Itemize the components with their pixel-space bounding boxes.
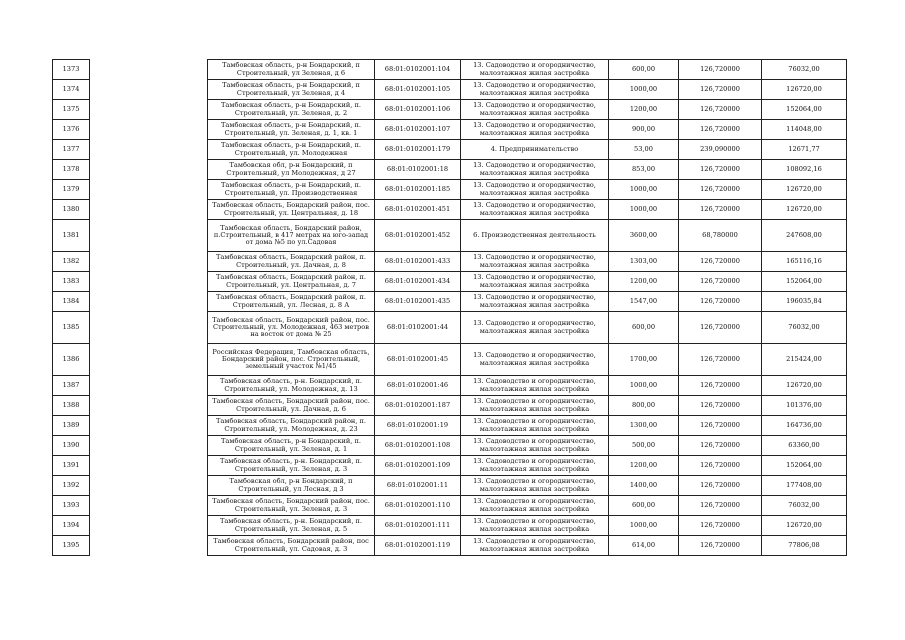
- table-row: [53, 312, 847, 344]
- land-use-cell: 13. Садоводство и огородничество, малоэтажная жилая застройка: [461, 180, 609, 200]
- address-cell: Тамбовская область, Бондарский район, п. Строительный, ул. Молодежная, д. 23: [208, 416, 375, 436]
- cadastral-number-cell: 68:01:0102001:185: [375, 180, 461, 200]
- gap-cell: [90, 180, 208, 200]
- cadastral-number-cell: 68:01:0102001:110: [375, 496, 461, 516]
- address-cell: Тамбовская область, Бондарский район, п.Строительный, в 417 метрах на юго-запад от дома №5 по ул.Садовая: [208, 220, 375, 252]
- address-cell: Тамбовская область, р-н Бондарский, п Строительный, ул Зеленая, д 6: [208, 60, 375, 80]
- row-number: 1374: [53, 80, 90, 100]
- cadastral-value-cell: 152064,00: [762, 456, 847, 476]
- area-cell: 1547,00: [609, 292, 679, 312]
- specific-value-cell: 126,720000: [679, 396, 762, 416]
- table-row: [53, 376, 847, 396]
- land-use-cell: 13. Садоводство и огородничество, малоэтажная жилая застройка: [461, 120, 609, 140]
- cadastral-number-cell: 68:01:0102001:11: [375, 476, 461, 496]
- area-cell: 600,00: [609, 312, 679, 344]
- area-cell: 614,00: [609, 536, 679, 556]
- address-cell: Тамбовская обл, р-н Бондарский, п Строительный, ул Лесная, д 3: [208, 476, 375, 496]
- cadastral-value-cell: 76032,00: [762, 496, 847, 516]
- cadastral-value-cell: 63360,00: [762, 436, 847, 456]
- specific-value-cell: 239,090000: [679, 140, 762, 160]
- row-number: 1375: [53, 100, 90, 120]
- specific-value-cell: 126,720000: [679, 252, 762, 272]
- area-cell: 853,00: [609, 160, 679, 180]
- address-cell: Тамбовская область, р-н Бондарский, п. Строительный, ул. Зеленая, д. 1: [208, 436, 375, 456]
- cadastral-number-cell: 68:01:0102001:435: [375, 292, 461, 312]
- address-cell: Тамбовская область, р-н. Бондарский, п. Строительный, ул. Зеленая, д. 5: [208, 516, 375, 536]
- cadastral-number-cell: 68:01:0102001:187: [375, 396, 461, 416]
- cadastral-value-cell: 165116,16: [762, 252, 847, 272]
- specific-value-cell: 126,720000: [679, 200, 762, 220]
- land-use-cell: 13. Садоводство и огородничество, малоэтажная жилая застройка: [461, 344, 609, 376]
- cadastral-number-cell: 68:01:0102001:45: [375, 344, 461, 376]
- land-use-cell: 13. Садоводство и огородничество, малоэтажная жилая застройка: [461, 272, 609, 292]
- table-row: [53, 416, 847, 436]
- gap-cell: [90, 120, 208, 140]
- cadastral-value-cell: 215424,00: [762, 344, 847, 376]
- cadastral-value-cell: 12671,77: [762, 140, 847, 160]
- row-number: 1391: [53, 456, 90, 476]
- gap-cell: [90, 272, 208, 292]
- address-cell: Тамбовская область, Бондарский район, п. Строительный, ул. Центральная, д. 7: [208, 272, 375, 292]
- gap-cell: [90, 220, 208, 252]
- land-use-cell: 13. Садоводство и огородничество, малоэтажная жилая застройка: [461, 60, 609, 80]
- gap-cell: [90, 344, 208, 376]
- row-number: 1386: [53, 344, 90, 376]
- area-cell: 1000,00: [609, 180, 679, 200]
- specific-value-cell: 126,720000: [679, 272, 762, 292]
- row-number: 1379: [53, 180, 90, 200]
- specific-value-cell: 126,720000: [679, 120, 762, 140]
- table-body: [53, 60, 847, 556]
- row-number: 1385: [53, 312, 90, 344]
- area-cell: 800,00: [609, 396, 679, 416]
- cadastral-value-cell: 77806,08: [762, 536, 847, 556]
- row-number: 1383: [53, 272, 90, 292]
- gap-cell: [90, 200, 208, 220]
- land-use-cell: 13. Садоводство и огородничество, малоэтажная жилая застройка: [461, 160, 609, 180]
- table-row: [53, 344, 847, 376]
- specific-value-cell: 126,720000: [679, 496, 762, 516]
- address-cell: Тамбовская область, Бондарский район, пос. Строительный, ул. Центральная, д. 18: [208, 200, 375, 220]
- table-row: [53, 272, 847, 292]
- specific-value-cell: 126,720000: [679, 100, 762, 120]
- row-number: 1378: [53, 160, 90, 180]
- land-use-cell: 13. Садоводство и огородничество, малоэтажная жилая застройка: [461, 80, 609, 100]
- land-use-cell: 13. Садоводство и огородничество, малоэтажная жилая застройка: [461, 496, 609, 516]
- gap-cell: [90, 376, 208, 396]
- cadastral-number-cell: 68:01:0102001:452: [375, 220, 461, 252]
- gap-cell: [90, 536, 208, 556]
- cadastral-number-cell: 68:01:0102001:119: [375, 536, 461, 556]
- cadastral-value-cell: 196035,84: [762, 292, 847, 312]
- gap-cell: [90, 140, 208, 160]
- specific-value-cell: 126,720000: [679, 160, 762, 180]
- cadastral-value-cell: 126720,00: [762, 200, 847, 220]
- area-cell: 900,00: [609, 120, 679, 140]
- area-cell: 500,00: [609, 436, 679, 456]
- address-cell: Российская Федерация, Тамбовская область, Бондарский район, пос. Строительный, земельный участок №1/45: [208, 344, 375, 376]
- gap-cell: [90, 416, 208, 436]
- table-row: [53, 120, 847, 140]
- cadastral-number-cell: 68:01:0102001:46: [375, 376, 461, 396]
- row-number: 1384: [53, 292, 90, 312]
- table-row: [53, 456, 847, 476]
- cadastral-value-cell: 101376,00: [762, 396, 847, 416]
- specific-value-cell: 126,720000: [679, 436, 762, 456]
- table-row: [53, 180, 847, 200]
- area-cell: 1200,00: [609, 272, 679, 292]
- table-row: [53, 396, 847, 416]
- table-row: [53, 516, 847, 536]
- gap-cell: [90, 312, 208, 344]
- cadastral-value-cell: 126720,00: [762, 376, 847, 396]
- area-cell: 3600,00: [609, 220, 679, 252]
- address-cell: Тамбовская область, Бондарский район, п. Строительный, ул. Дачная, д. 8: [208, 252, 375, 272]
- row-number: 1380: [53, 200, 90, 220]
- specific-value-cell: 126,720000: [679, 376, 762, 396]
- address-cell: Тамбовская область, р-н Бондарский, п. Строительный, ул. Производственная: [208, 180, 375, 200]
- cadastral-number-cell: 68:01:0102001:451: [375, 200, 461, 220]
- table-row: [53, 496, 847, 516]
- table-row: [53, 252, 847, 272]
- table-row: [53, 80, 847, 100]
- cadastral-value-cell: 152064,00: [762, 100, 847, 120]
- land-use-cell: 13. Садоводство и огородничество, малоэтажная жилая застройка: [461, 292, 609, 312]
- row-number: 1381: [53, 220, 90, 252]
- gap-cell: [90, 456, 208, 476]
- address-cell: Тамбовская область, Бондарский район, пос Строительный, ул. Садовая, д. 3: [208, 536, 375, 556]
- cadastral-table: [52, 59, 847, 556]
- table-row: [53, 200, 847, 220]
- row-number: 1394: [53, 516, 90, 536]
- address-cell: Тамбовская область, р-н. Бондарский, п. Строительный, ул. Зеленая, д. 3: [208, 456, 375, 476]
- area-cell: 1700,00: [609, 344, 679, 376]
- area-cell: 1300,00: [609, 416, 679, 436]
- address-cell: Тамбовская область, р-н Бондарский, п. Строительный, ул. Зеленая, д. 2: [208, 100, 375, 120]
- address-cell: Тамбовская область, р-н Бондарский, п. Строительный, ул. Зеленая, д. 1, кв. 1: [208, 120, 375, 140]
- area-cell: 1000,00: [609, 516, 679, 536]
- land-use-cell: 13. Садоводство и огородничество, малоэтажная жилая застройка: [461, 516, 609, 536]
- specific-value-cell: 126,720000: [679, 516, 762, 536]
- table-row: [53, 60, 847, 80]
- cadastral-number-cell: 68:01:0102001:107: [375, 120, 461, 140]
- specific-value-cell: 126,720000: [679, 344, 762, 376]
- land-use-cell: 13. Садоводство и огородничество, малоэтажная жилая застройка: [461, 312, 609, 344]
- land-use-cell: 13. Садоводство и огородничество, малоэтажная жилая застройка: [461, 456, 609, 476]
- gap-cell: [90, 396, 208, 416]
- gap-cell: [90, 436, 208, 456]
- specific-value-cell: 126,720000: [679, 312, 762, 344]
- row-number: 1392: [53, 476, 90, 496]
- land-use-cell: 4. Предпринимательство: [461, 140, 609, 160]
- cadastral-value-cell: 108092,16: [762, 160, 847, 180]
- land-use-cell: 13. Садоводство и огородничество, малоэтажная жилая застройка: [461, 252, 609, 272]
- address-cell: Тамбовская область, р-н. Бондарский, п. Строительный, ул. Молодежная, д. 13: [208, 376, 375, 396]
- gap-cell: [90, 252, 208, 272]
- cadastral-number-cell: 68:01:0102001:44: [375, 312, 461, 344]
- address-cell: Тамбовская область, Бондарский район, пос. Строительный, ул. Дачная, д. 6: [208, 396, 375, 416]
- cadastral-value-cell: 177408,00: [762, 476, 847, 496]
- row-number: 1382: [53, 252, 90, 272]
- cadastral-number-cell: 68:01:0102001:18: [375, 160, 461, 180]
- area-cell: 1000,00: [609, 376, 679, 396]
- cadastral-number-cell: 68:01:0102001:109: [375, 456, 461, 476]
- area-cell: 600,00: [609, 60, 679, 80]
- table-row: [53, 220, 847, 252]
- table-row: [53, 140, 847, 160]
- gap-cell: [90, 516, 208, 536]
- table-row: [53, 436, 847, 456]
- cadastral-number-cell: 68:01:0102001:106: [375, 100, 461, 120]
- address-cell: Тамбовская область, Бондарский район, пос. Строительный, ул. Зеленая, д. 3: [208, 496, 375, 516]
- cadastral-number-cell: 68:01:0102001:19: [375, 416, 461, 436]
- cadastral-number-cell: 68:01:0102001:108: [375, 436, 461, 456]
- area-cell: 1000,00: [609, 200, 679, 220]
- specific-value-cell: 126,720000: [679, 456, 762, 476]
- table-row: [53, 476, 847, 496]
- address-cell: Тамбовская область, Бондарский район, п. Строительный, ул. Лесная, д. 8 А: [208, 292, 375, 312]
- cadastral-number-cell: 68:01:0102001:111: [375, 516, 461, 536]
- land-use-cell: 13. Садоводство и огородничество, малоэтажная жилая застройка: [461, 200, 609, 220]
- table-row: [53, 292, 847, 312]
- specific-value-cell: 126,720000: [679, 416, 762, 436]
- row-number: 1387: [53, 376, 90, 396]
- cadastral-value-cell: 152064,00: [762, 272, 847, 292]
- specific-value-cell: 126,720000: [679, 536, 762, 556]
- area-cell: 1303,00: [609, 252, 679, 272]
- gap-cell: [90, 160, 208, 180]
- area-cell: 1400,00: [609, 476, 679, 496]
- cadastral-number-cell: 68:01:0102001:179: [375, 140, 461, 160]
- cadastral-number-cell: 68:01:0102001:104: [375, 60, 461, 80]
- land-use-cell: 13. Садоводство и огородничество, малоэтажная жилая застройка: [461, 416, 609, 436]
- specific-value-cell: 68,780000: [679, 220, 762, 252]
- area-cell: 600,00: [609, 496, 679, 516]
- specific-value-cell: 126,720000: [679, 180, 762, 200]
- row-number: 1377: [53, 140, 90, 160]
- row-number: 1389: [53, 416, 90, 436]
- table-row: [53, 100, 847, 120]
- cadastral-value-cell: 76032,00: [762, 60, 847, 80]
- land-use-cell: 13. Садоводство и огородничество, малоэтажная жилая застройка: [461, 536, 609, 556]
- cadastral-value-cell: 126720,00: [762, 180, 847, 200]
- cadastral-number-cell: 68:01:0102001:105: [375, 80, 461, 100]
- specific-value-cell: 126,720000: [679, 476, 762, 496]
- address-cell: Тамбовская обл, р-н Бондарский, п Строительный, ул Молодежная, д 27: [208, 160, 375, 180]
- land-use-cell: 13. Садоводство и огородничество, малоэтажная жилая застройка: [461, 396, 609, 416]
- gap-cell: [90, 496, 208, 516]
- table-row: [53, 536, 847, 556]
- specific-value-cell: 126,720000: [679, 80, 762, 100]
- land-use-cell: 13. Садоводство и огородничество, малоэтажная жилая застройка: [461, 476, 609, 496]
- land-use-cell: 13. Садоводство и огородничество, малоэтажная жилая застройка: [461, 436, 609, 456]
- area-cell: 1000,00: [609, 80, 679, 100]
- row-number: 1388: [53, 396, 90, 416]
- row-number: 1390: [53, 436, 90, 456]
- area-cell: 1200,00: [609, 456, 679, 476]
- cadastral-table-page: [52, 59, 847, 556]
- area-cell: 53,00: [609, 140, 679, 160]
- gap-cell: [90, 60, 208, 80]
- specific-value-cell: 126,720000: [679, 60, 762, 80]
- row-number: 1395: [53, 536, 90, 556]
- gap-cell: [90, 292, 208, 312]
- specific-value-cell: 126,720000: [679, 292, 762, 312]
- address-cell: Тамбовская область, р-н Бондарский, п Строительный, ул Зеленая, д 4: [208, 80, 375, 100]
- land-use-cell: 13. Садоводство и огородничество, малоэтажная жилая застройка: [461, 376, 609, 396]
- gap-cell: [90, 476, 208, 496]
- gap-cell: [90, 80, 208, 100]
- cadastral-value-cell: 247608,00: [762, 220, 847, 252]
- land-use-cell: 13. Садоводство и огородничество, малоэтажная жилая застройка: [461, 100, 609, 120]
- cadastral-number-cell: 68:01:0102001:434: [375, 272, 461, 292]
- row-number: 1373: [53, 60, 90, 80]
- address-cell: Тамбовская область, р-н Бондарский, п. Строительный, ул. Молодежная: [208, 140, 375, 160]
- cadastral-value-cell: 126720,00: [762, 80, 847, 100]
- table-row: [53, 160, 847, 180]
- cadastral-value-cell: 164736,00: [762, 416, 847, 436]
- area-cell: 1200,00: [609, 100, 679, 120]
- land-use-cell: 6. Производственная деятельность: [461, 220, 609, 252]
- row-number: 1393: [53, 496, 90, 516]
- address-cell: Тамбовская область, Бондарский район, пос. Строительный, ул. Молодежная, 463 метров на восток от дома № 25: [208, 312, 375, 344]
- row-number: 1376: [53, 120, 90, 140]
- cadastral-value-cell: 76032,00: [762, 312, 847, 344]
- cadastral-value-cell: 126720,00: [762, 516, 847, 536]
- cadastral-value-cell: 114048,00: [762, 120, 847, 140]
- cadastral-number-cell: 68:01:0102001:433: [375, 252, 461, 272]
- gap-cell: [90, 100, 208, 120]
